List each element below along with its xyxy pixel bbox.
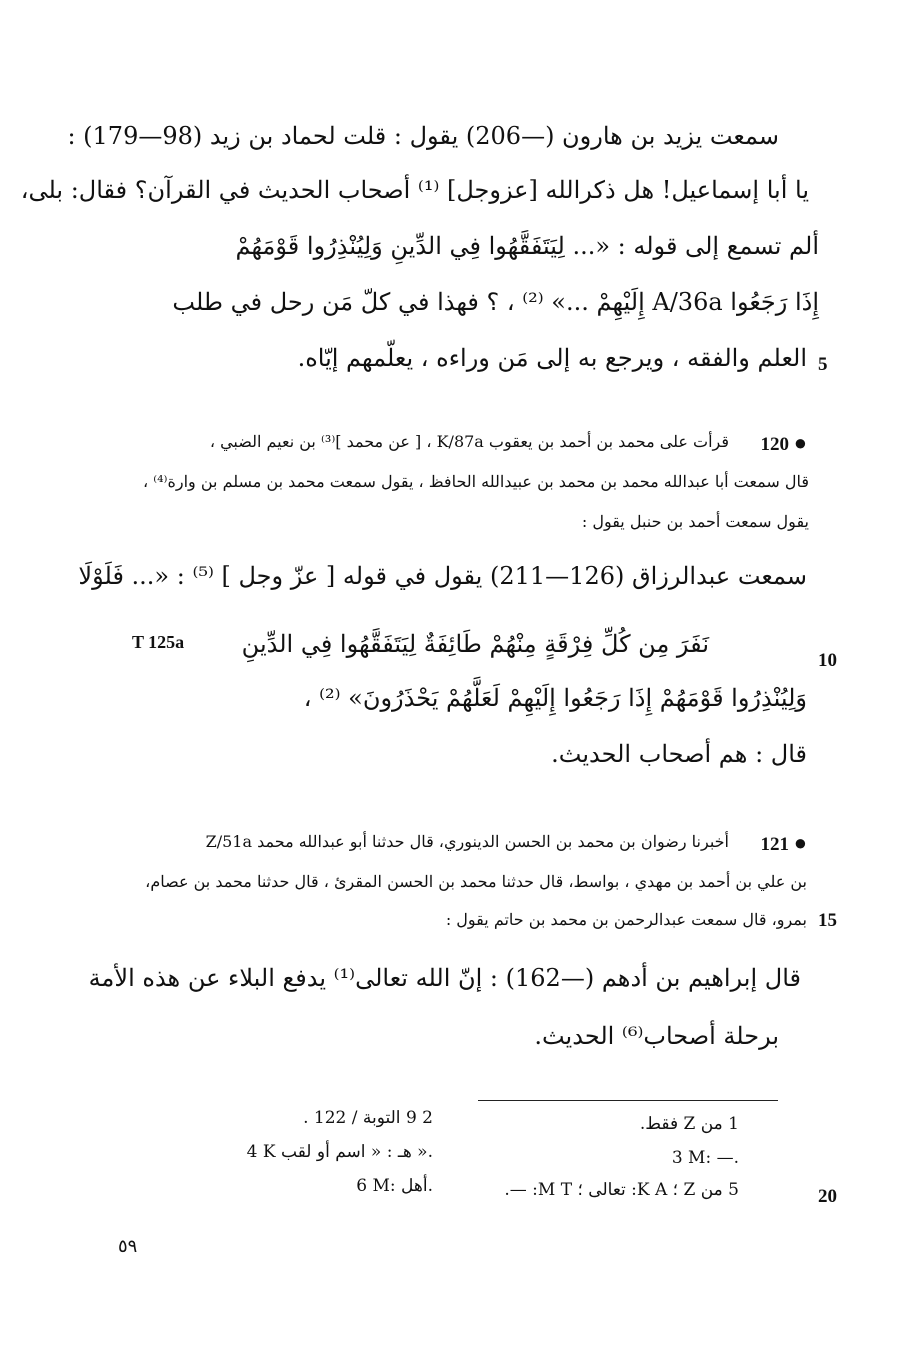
- line-number: 10: [818, 650, 837, 671]
- text-line: العلم والفقه ، ويرجع به إلى مَن وراءه ، يعلّمهم إيّاه.: [297, 344, 807, 372]
- isnad-line: قرأت على محمد بن أحمد بن يعقوب K/87a ، [ عن محمد ]⁽³⁾ بن نعيم الضبي ،: [209, 432, 729, 451]
- text-line: إِذَا رَجَعُوا A/36a إِلَيْهِمْ ...» ⁽²⁾ ، ؟ فهذا في كلّ مَن رحل في طلب: [172, 288, 819, 316]
- isnad-line: قال سمعت أبا عبدالله محمد بن محمد بن عبيدالله الحافظ ، يقول سمعت محمد بن مسلم بن وارة⁽⁴⁾ ،: [142, 472, 809, 491]
- footnote: 4 K هـ : « اسم أو لقب ».: [246, 1142, 433, 1162]
- text-line: وَلِيُنْذِرُوا قَوْمَهُمْ إِذَا رَجَعُوا إِلَيْهِمْ لَعَلَّهُمْ يَحْذَرُونَ» ⁽²⁾ ،: [303, 684, 807, 712]
- text-line: نَفَرَ مِن كُلِّ فِرْقَةٍ مِنْهُمْ طَائِفَةٌ لِيَتَفَقَّهُوا فِي الدِّينِ: [241, 630, 709, 658]
- isnad-line: يقول سمعت أحمد بن حنبل يقول :: [581, 512, 809, 531]
- line-number: 20: [818, 1186, 837, 1207]
- footnote: 6 M: أهل.: [356, 1176, 433, 1196]
- line-number: 15: [818, 910, 837, 931]
- footnote: 1 من Z فقط.: [639, 1114, 739, 1134]
- text-line: سمعت يزيد بن هارون (—206) يقول : قلت لحماد بن زيد (98—179) :: [67, 122, 779, 150]
- footnote: 5 من Z ؛ K A: تعالى ؛ M T: —.: [504, 1180, 739, 1200]
- text-line: برحلة أصحاب⁽⁶⁾ الحديث.: [534, 1022, 779, 1050]
- page-number: ٥٩: [118, 1236, 138, 1257]
- footnote: 2 9 التوبة / 122 .: [303, 1108, 433, 1128]
- isnad-line: بن علي بن أحمد بن مهدي ، بواسط، قال حدثنا محمد بن الحسن المقرئ ، قال حدثنا محمد بن عصام،: [145, 872, 807, 891]
- entry-number: 120 ●: [760, 430, 807, 455]
- text-line: قال إبراهيم بن أدهم (—162) : إنّ الله تعالى⁽¹⁾ يدفع البلاء عن هذه الأمة: [88, 964, 801, 992]
- text-line: يا أبا إسماعيل! هل ذكرالله [عزوجل] ⁽¹⁾ أصحاب الحديث في القرآن؟ فقال: بلى،: [20, 176, 809, 204]
- text-line: ألم تسمع إلى قوله : «... لِيَتَفَقَّهُوا فِي الدِّينِ وَلِيُنْذِرُوا قَوْمَهُمْ: [235, 232, 819, 260]
- line-number: 5: [818, 354, 828, 375]
- text-line: قال : هم أصحاب الحديث.: [551, 740, 807, 768]
- margin-reference: T 125a: [132, 632, 185, 652]
- footnote: 3 M: —.: [671, 1148, 739, 1168]
- isnad-line: بمرو، قال سمعت عبدالرحمن بن محمد بن حاتم يقول :: [445, 910, 807, 929]
- footnote-rule: [478, 1100, 778, 1101]
- entry-number: 121 ●: [760, 830, 807, 855]
- text-line: سمعت عبدالرزاق (126—211) يقول في قوله [ عزّ وجل ] ⁽⁵⁾ : «... فَلَوْلَا: [78, 562, 807, 590]
- isnad-line: Z/51a أخبرنا رضوان بن محمد بن الحسن الدينوري، قال حدثنا أبو عبدالله محمد: [205, 832, 729, 851]
